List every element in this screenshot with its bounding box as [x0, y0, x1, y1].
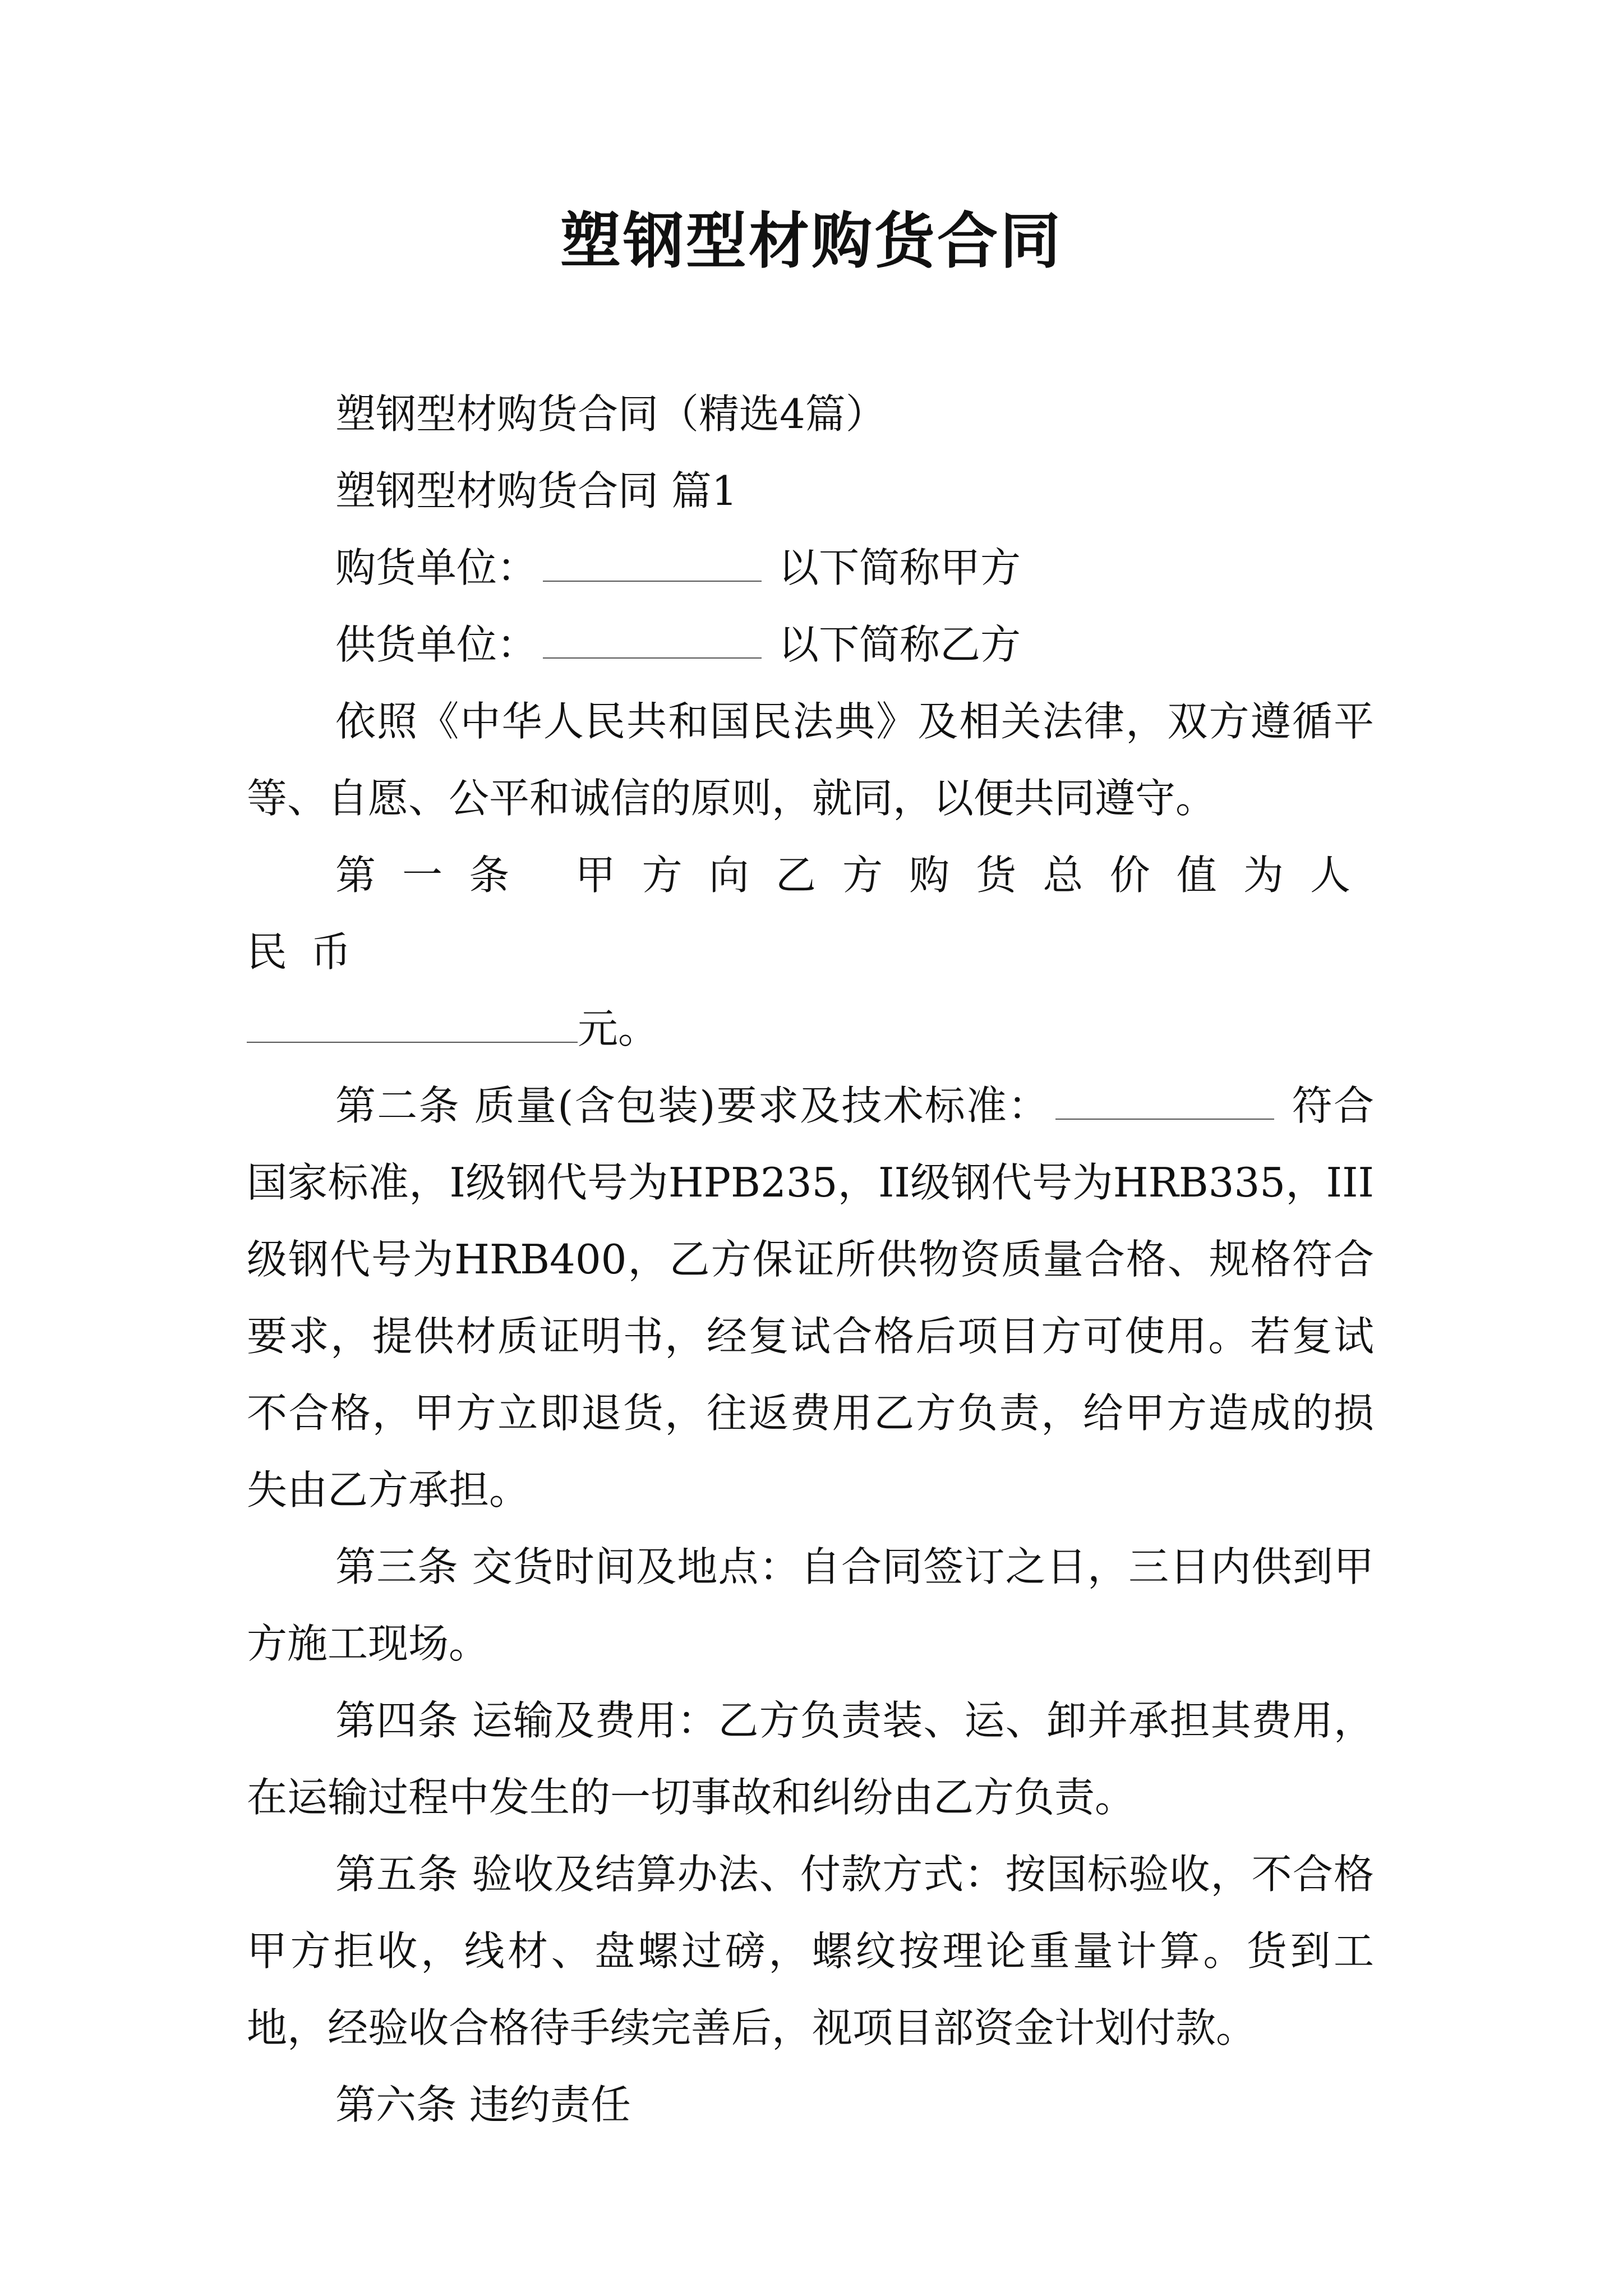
- article-2-rest: 符合国家标准，I级钢代号为HPB235，II级钢代号为HRB335，III级钢代号为HRB400，乙方保证所供物资质量合格、规格符合要求，提供材质证明书，经复试合格后项目方可使用。若复试不合格，甲方立即退货，往返费用乙方负责，给甲方造成的损失由乙方承担。: [247, 1082, 1374, 1513]
- article-5: 第五条 验收及结算办法、付款方式：按国标验收，不合格甲方拒收，线材、盘螺过磅，螺纹按理论重量计算。货到工地，经验收合格待手续完善后，视项目部资金计划付款。: [247, 1851, 1374, 2051]
- article-1-text: 第一条 甲方向乙方购货总价值为人民币: [247, 852, 1374, 976]
- buyer-label: 购货单位：: [335, 544, 538, 591]
- article-1-blank: [247, 1002, 578, 1043]
- seller-note: 以下简称乙方: [778, 621, 1021, 668]
- buyer-blank: [543, 541, 762, 582]
- buyer-line: [247, 530, 1374, 606]
- article-4: 第四条 运输及费用：乙方负责装、运、卸并承担其费用，在运输过程中发生的一切事故和纠纷由乙方负责。: [247, 1697, 1374, 1821]
- seller-blank: [543, 618, 762, 659]
- article-2: [247, 1068, 1374, 1529]
- document-title: 塑钢型材购货合同: [560, 206, 1063, 277]
- article-1-unit: 元。: [578, 1005, 659, 1052]
- seller-label: 供货单位：: [335, 621, 538, 668]
- article-6: 第六条 违约责任: [335, 2081, 631, 2128]
- seller-line: [247, 606, 1374, 683]
- intro-paragraph: 依照《中华人民共和国民法典》及相关法律，双方遵循平等、自愿、公平和诚信的原则，就同，以便共同遵守。: [247, 698, 1374, 822]
- article-1: [247, 837, 1374, 1068]
- article-2-lead: 第二条 质量(含包装)要求及技术标准：: [335, 1082, 1050, 1129]
- article-2-blank: [1055, 1079, 1274, 1120]
- section-title: 塑钢型材购货合同 篇1: [335, 467, 737, 514]
- article-3: 第三条 交货时间及地点：自合同签订之日，三日内供到甲方施工现场。: [247, 1543, 1374, 1667]
- document-body: [247, 376, 1374, 2143]
- subtitle: 塑钢型材购货合同（精选4篇）: [335, 390, 886, 438]
- buyer-note: 以下简称甲方: [778, 544, 1021, 591]
